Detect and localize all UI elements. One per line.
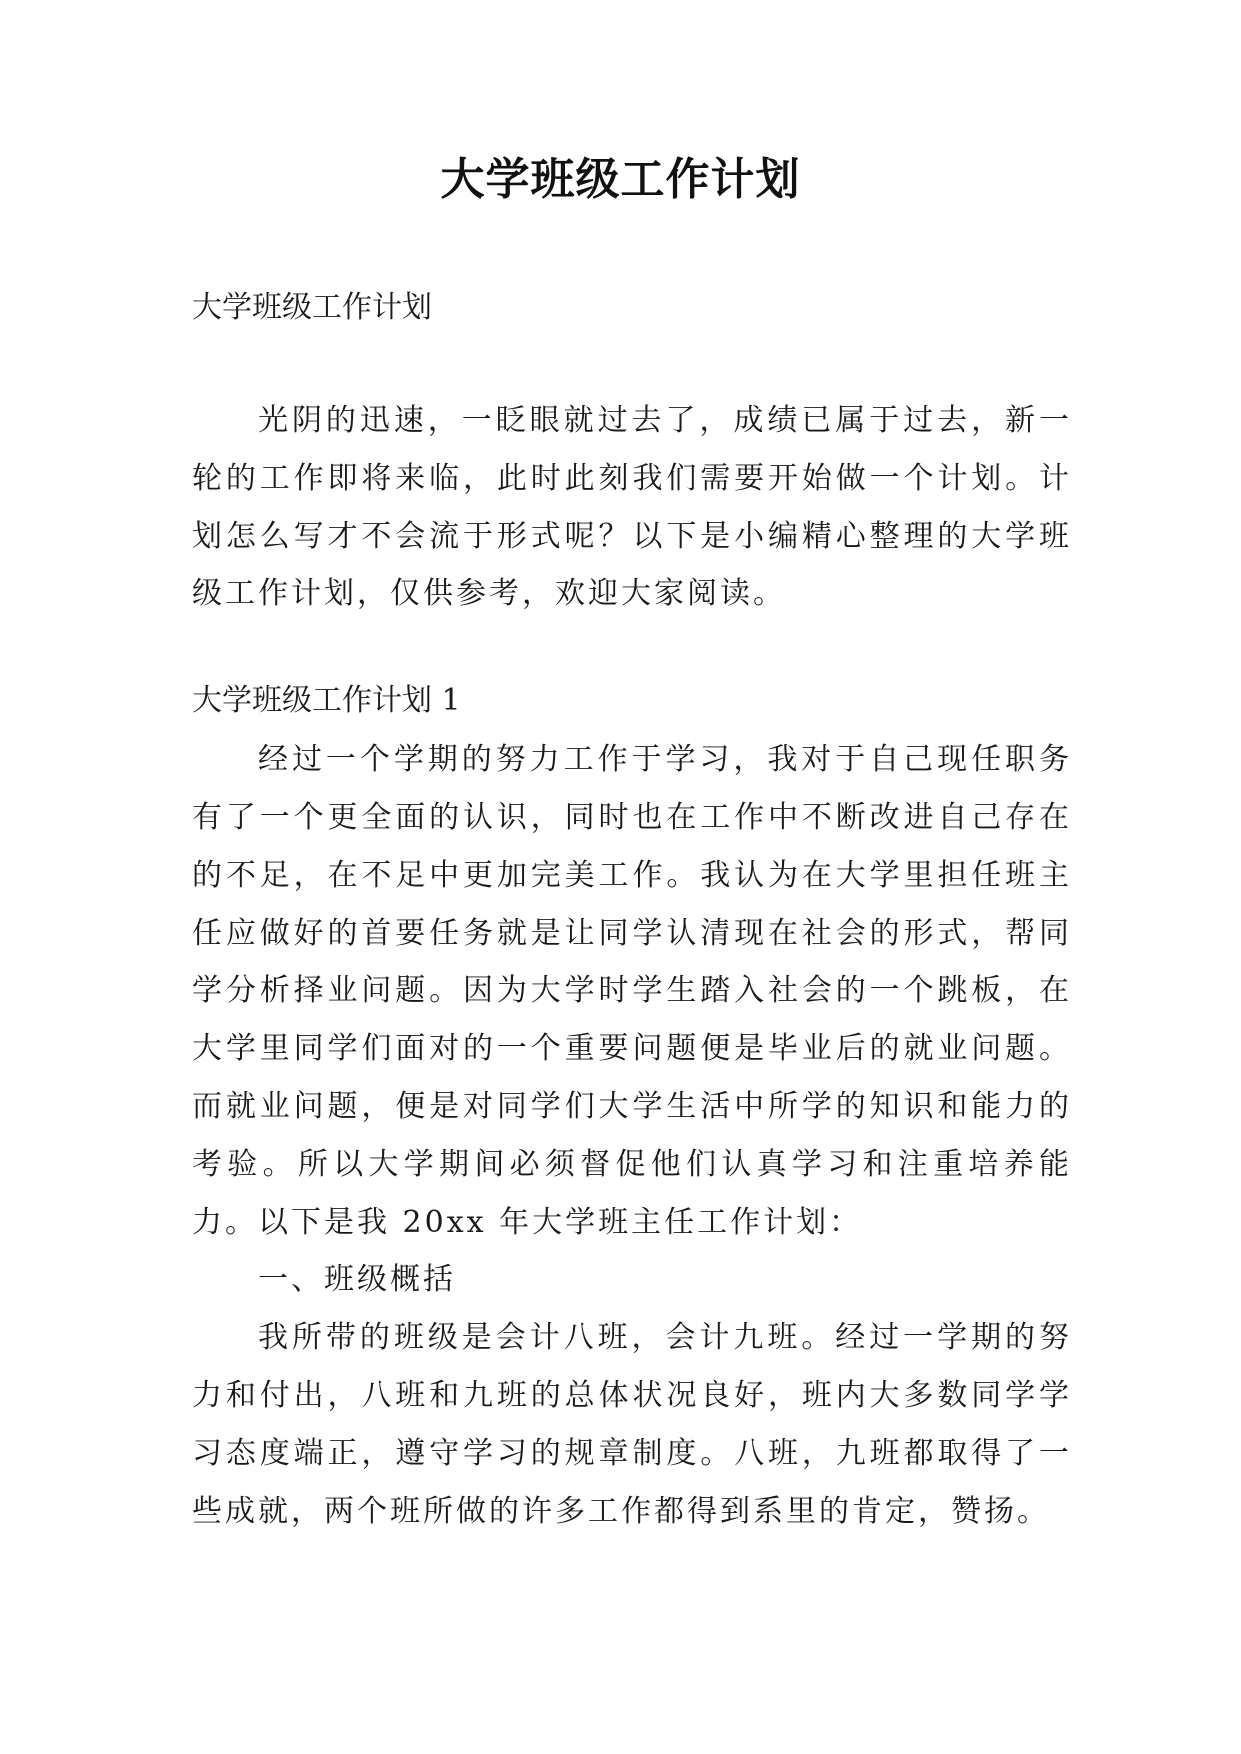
subsection-paragraph: 我所带的班级是会计八班，会计九班。经过一学期的努力和付出，八班和九班的总体状况良好，班内大多数同学学习态度端正，遵守学习的规章制度。八班，九班都取得了一些成就，两个班所做的许多工作都得到系里的肯定，赞扬。 (192, 1320, 1072, 1529)
document-subtitle: 大学班级工作计划 (192, 290, 432, 325)
document-body (192, 288, 1072, 1540)
intro-paragraph: 光阴的迅速，一眨眼就过去了，成绩已属于过去，新一轮的工作即将来临，此时此刻我们需要开始做一个计划。计划怎么写才不会流于形式呢？以下是小编精心整理的大学班级工作计划，仅供参考，欢迎大家阅读。 (192, 403, 1072, 612)
document-title: 大学班级工作计划 (440, 154, 801, 205)
section-heading: 大学班级工作计划 1 (192, 683, 461, 719)
section-paragraph: 经过一个学期的努力工作于学习，我对于自己现任职务有了一个更全面的认识，同时也在工作中不断改进自己存在的不足，在不足中更加完美工作。我认为在大学里担任班主任应做好的首要任务就是让同学认清现在社会的形式，帮同学分析择业问题。因为大学时学生踏入社会的一个跳板，在大学里同学们面对的一个重要问题便是毕业后的就业问题。而就业问题，便是对同学们大学生活中所学的知识和能力的考验。所以大学期间必须督促他们认真学习和注重培养能力。以下是我 20xx 年大学班主任工作计划： (192, 742, 1072, 1240)
subsection-heading: 一、班级概括 (258, 1262, 456, 1298)
